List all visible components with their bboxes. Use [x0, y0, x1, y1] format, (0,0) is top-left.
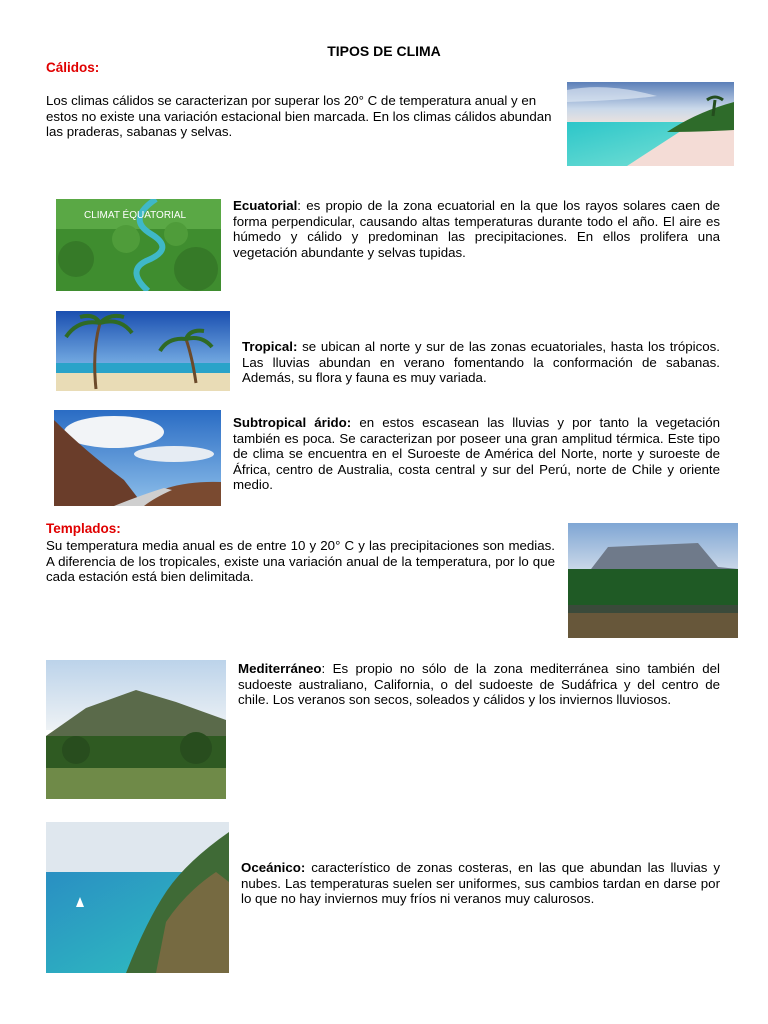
arid-road-image [54, 410, 221, 506]
subtropical-paragraph [233, 415, 720, 493]
page-title: TIPOS DE CLIMA [327, 43, 441, 59]
oceanico-paragraph [241, 860, 720, 907]
beach-image [567, 82, 734, 166]
ecuatorial-paragraph [233, 198, 720, 260]
calidos-paragraph: Los climas cálidos se caracterizan por superar los 20° C de temperatura anual y en estos no existe una variación estacional bien marcada. En los climas cálidos abundan las praderas, sabanas y selvas. [46, 93, 552, 139]
ecuatorial-text: : es propio de la zona ecuatorial en la que los rayos solares caen de forma perpendicular, causando altas temperaturas durante todo el año. El aire es húmedo y cálido y predominan las precipitaciones. En ellos prolifera una vegetación abundante y selvas tupidas. [233, 198, 720, 260]
subtropical-term: Subtropical árido: [233, 415, 352, 430]
oceanico-text: característico de zonas costeras, en las que abundan las lluvias y nubes. Las temperaturas suelen ser uniformes, sus cambios tardan en darse por lo que no hay inviernos muy fríos ni veranos muy calurosos. [241, 860, 720, 906]
ecuatorial-term: Ecuatorial [233, 198, 298, 213]
equatorial-forest-image [56, 199, 221, 291]
tropical-term: Tropical: [242, 339, 298, 354]
mediterraneo-paragraph [238, 661, 720, 708]
coastal-town-image [46, 822, 229, 973]
oceanico-term: Oceánico: [241, 860, 306, 875]
tropical-paragraph [242, 339, 720, 386]
mediterraneo-term: Mediterráneo [238, 661, 322, 676]
tropical-palms-image [56, 311, 230, 391]
templados-heading: Templados: [46, 521, 121, 536]
image-caption: CLIMAT ÉQUATORIAL [84, 210, 187, 221]
mediterraneo-text: : Es propio no sólo de la zona mediterránea sino también del sudoeste australiano, California, o del sudoeste de Sudáfrica y del centro de chile. Los veranos son secos, soleados y cálidos y los inviernos lluviosos. [238, 661, 720, 707]
tropical-text: se ubican al norte y sur de las zonas ecuatoriales, hasta los trópicos. Las lluvias abundan en verano fomentando la conformación de sabanas. Además, su flora y fauna es muy variada. [242, 339, 720, 385]
tepui-lake-image [568, 523, 738, 638]
subtropical-text: en estos escasean las lluvias y por tanto la vegetación también es poca. Se caracterizan por poseer una gran amplitud térmica. Este tipo de clima se encuentra en el Suroeste de América del Norte, norte y suroeste de África, centro de Australia, costa central y sur del Perú, norte de Chile y oriente medio. [233, 415, 720, 492]
templados-paragraph: Su temperatura media anual es de entre 10 y 20° C y las precipitaciones son medias. A diferencia de los tropicales, existe una variación anual de la temperatura, por lo que cada estación está bien delimitada. [46, 538, 555, 584]
calidos-heading: Cálidos: [46, 60, 100, 75]
mediterranean-hill-image [46, 660, 226, 799]
